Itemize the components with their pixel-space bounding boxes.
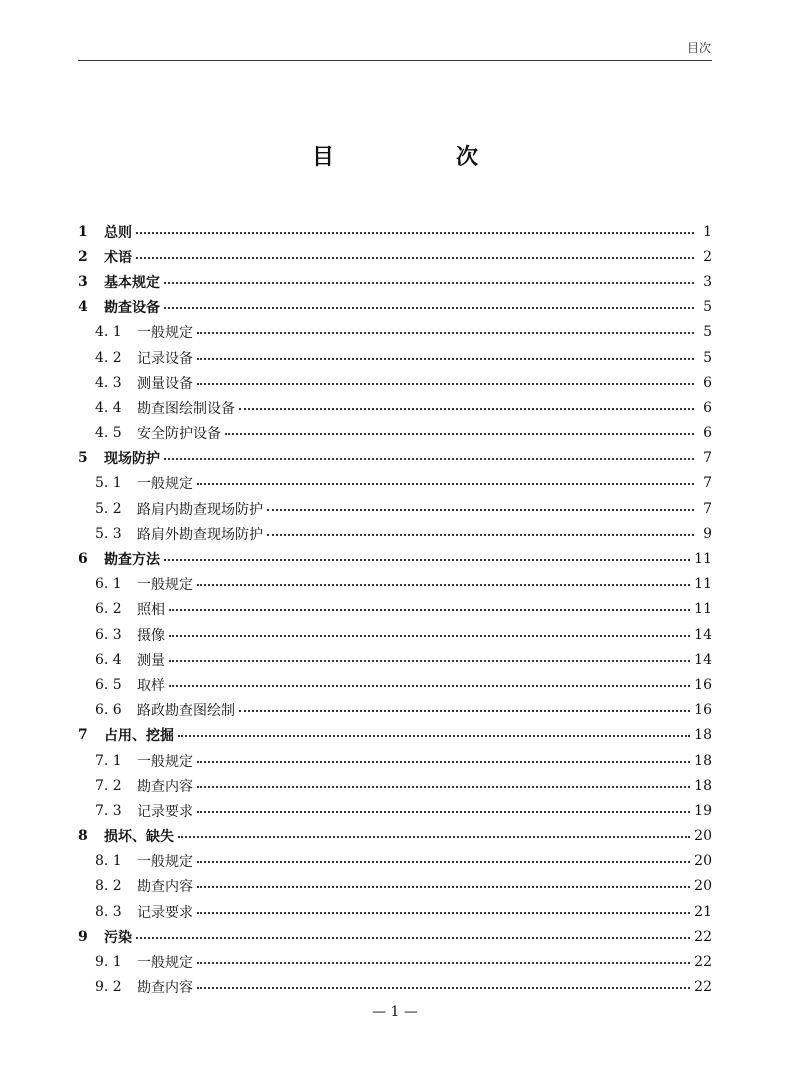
toc-entry-number: 7. 2 xyxy=(95,777,122,794)
toc-chapter-entry[interactable] xyxy=(78,244,712,269)
toc-section-entry[interactable] xyxy=(78,622,712,647)
toc-dot-leader xyxy=(169,635,690,637)
toc-chapter-entry[interactable] xyxy=(78,446,712,471)
toc-entry-title: 损坏、缺失 xyxy=(104,829,174,846)
toc-entry-number: 4. 3 xyxy=(95,374,122,391)
toc-dot-leader xyxy=(267,534,694,536)
toc-section-entry[interactable] xyxy=(78,798,712,823)
toc-entry-number: 3 xyxy=(78,273,88,290)
toc-dot-leader xyxy=(164,282,694,284)
toc-section-entry[interactable] xyxy=(78,320,712,345)
toc-entry-page: 1 xyxy=(703,223,712,240)
toc-section-entry[interactable] xyxy=(78,975,712,1000)
toc-chapter-entry[interactable] xyxy=(78,219,712,244)
toc-entry-page: 6 xyxy=(703,399,712,416)
toc-dot-leader xyxy=(169,660,690,662)
toc-entry-number: 4. 5 xyxy=(95,425,122,442)
toc-entry-number: 9. 1 xyxy=(95,954,122,971)
toc-entry-title: 一般规定 xyxy=(137,955,193,972)
toc-entry-title: 记录设备 xyxy=(137,350,193,367)
toc-dot-leader xyxy=(136,232,694,234)
toc-dot-leader xyxy=(136,937,690,939)
toc-entry-page: 11 xyxy=(694,601,712,618)
toc-entry-page: 14 xyxy=(694,626,712,643)
toc-dot-leader xyxy=(197,811,690,813)
toc-entry-number: 2 xyxy=(78,248,88,265)
toc-dot-leader xyxy=(169,685,690,687)
toc-dot-leader xyxy=(136,257,694,259)
toc-entry-page: 11 xyxy=(694,576,712,593)
toc-section-entry[interactable] xyxy=(78,395,712,420)
toc-entry-title: 一般规定 xyxy=(137,753,193,770)
toc-entry-page: 20 xyxy=(694,878,712,895)
toc-entry-title: 勘查内容 xyxy=(137,879,193,896)
toc-entry-title: 路肩内勘查现场防护 xyxy=(137,501,263,518)
toc-entry-page: 7 xyxy=(703,475,712,492)
toc-dot-leader xyxy=(197,584,690,586)
toc-entry-title: 取样 xyxy=(137,677,165,694)
toc-section-entry[interactable] xyxy=(78,421,712,446)
toc-chapter-entry[interactable] xyxy=(78,269,712,294)
toc-entry-title: 路肩外勘查现场防护 xyxy=(137,526,263,543)
toc-entry-title: 照相 xyxy=(137,602,165,619)
toc-dot-leader xyxy=(225,433,694,435)
running-header: 目次 xyxy=(686,41,711,55)
toc-entry-page: 21 xyxy=(694,903,712,920)
toc-entry-page: 7 xyxy=(703,450,712,467)
toc-entry-page: 6 xyxy=(703,425,712,442)
toc-entry-page: 2 xyxy=(703,248,712,265)
toc-chapter-entry[interactable] xyxy=(78,546,712,571)
toc-section-entry[interactable] xyxy=(78,496,712,521)
toc-entry-number: 6 xyxy=(78,551,88,568)
toc-chapter-entry[interactable] xyxy=(78,723,712,748)
toc-dot-leader xyxy=(164,559,690,561)
toc-entry-page: 19 xyxy=(694,802,712,819)
toc-entry-number: 5 xyxy=(78,450,88,467)
toc-entry-page: 6 xyxy=(703,374,712,391)
toc-chapter-entry[interactable] xyxy=(78,924,712,949)
toc-dot-leader xyxy=(197,332,694,334)
toc-entry-title: 勘查内容 xyxy=(137,980,193,997)
toc-entry-title: 勘查内容 xyxy=(137,778,193,795)
toc-entry-title: 术语 xyxy=(104,249,132,266)
toc-entry-title: 勘查方法 xyxy=(104,552,160,569)
toc-section-entry[interactable] xyxy=(78,521,712,546)
toc-entry-number: 4 xyxy=(78,299,88,316)
toc-dot-leader xyxy=(267,509,694,511)
toc-entry-number: 6. 5 xyxy=(95,676,122,693)
toc-chapter-entry[interactable] xyxy=(78,295,712,320)
toc-entry-title: 一般规定 xyxy=(137,854,193,871)
toc-entry-number: 7 xyxy=(78,727,88,744)
toc-entry-page: 22 xyxy=(694,979,712,996)
toc-entry-title: 勘查设备 xyxy=(104,300,160,317)
toc-entry-number: 6. 4 xyxy=(95,651,122,668)
toc-entry-title: 摄像 xyxy=(137,627,165,644)
toc-entry-number: 8 xyxy=(78,828,88,845)
toc-entry-page: 5 xyxy=(703,324,712,341)
toc-section-entry[interactable] xyxy=(78,647,712,672)
toc-entry-number: 4. 4 xyxy=(95,399,122,416)
toc-section-entry[interactable] xyxy=(78,949,712,974)
toc-section-entry[interactable] xyxy=(78,345,712,370)
toc-entry-page: 18 xyxy=(694,727,712,744)
toc-entry-number: 5. 1 xyxy=(95,475,122,492)
toc-entry-title: 记录要求 xyxy=(137,803,193,820)
toc-dot-leader xyxy=(197,383,694,385)
toc-entry-title: 一般规定 xyxy=(137,577,193,594)
toc-entry-number: 7. 3 xyxy=(95,802,122,819)
toc-dot-leader xyxy=(197,962,690,964)
toc-entry-title: 污染 xyxy=(104,929,132,946)
toc-entry-number: 5. 2 xyxy=(95,500,122,517)
toc-entry-page: 9 xyxy=(703,525,712,542)
toc-dot-leader xyxy=(197,861,690,863)
toc-dot-leader xyxy=(178,735,690,737)
toc-entry-page: 5 xyxy=(703,299,712,316)
toc-entry-title: 安全防护设备 xyxy=(137,426,221,443)
toc-dot-leader xyxy=(197,358,694,360)
page-title: 目 次 xyxy=(311,144,528,170)
toc-entry-title: 一般规定 xyxy=(137,476,193,493)
toc-entry-title: 路政勘查图绘制 xyxy=(137,703,235,720)
toc-entry-number: 4. 2 xyxy=(95,349,122,366)
toc-dot-leader xyxy=(197,886,690,888)
toc-section-entry[interactable] xyxy=(78,370,712,395)
toc-dot-leader xyxy=(169,609,690,611)
toc-section-entry[interactable] xyxy=(78,698,712,723)
toc-entry-title: 基本规定 xyxy=(104,274,160,291)
toc-dot-leader xyxy=(197,483,694,485)
toc-entry-title: 勘查图绘制设备 xyxy=(137,400,235,417)
toc-entry-number: 1 xyxy=(78,223,88,240)
toc-section-entry[interactable] xyxy=(78,572,712,597)
toc-entry-number: 8. 1 xyxy=(95,853,122,870)
toc-entry-number: 9 xyxy=(78,928,88,945)
toc-entry-number: 8. 3 xyxy=(95,903,122,920)
toc-entry-page: 16 xyxy=(694,676,712,693)
toc-dot-leader xyxy=(197,786,690,788)
table-of-contents xyxy=(78,219,712,1000)
toc-entry-number: 6. 2 xyxy=(95,601,122,618)
toc-entry-title: 一般规定 xyxy=(137,325,193,342)
toc-entry-page: 18 xyxy=(694,752,712,769)
toc-entry-number: 6. 3 xyxy=(95,626,122,643)
toc-dot-leader xyxy=(164,307,694,309)
toc-entry-title: 记录要求 xyxy=(137,904,193,921)
toc-entry-title: 现场防护 xyxy=(104,451,160,468)
toc-dot-leader xyxy=(197,912,690,914)
toc-dot-leader xyxy=(164,458,694,460)
toc-entry-page: 7 xyxy=(703,500,712,517)
toc-dot-leader xyxy=(239,408,694,410)
toc-entry-page: 11 xyxy=(694,551,712,568)
toc-entry-number: 8. 2 xyxy=(95,878,122,895)
toc-entry-page: 22 xyxy=(694,954,712,971)
toc-section-entry[interactable] xyxy=(78,773,712,798)
toc-entry-number: 9. 2 xyxy=(95,979,122,996)
toc-section-entry[interactable] xyxy=(78,748,712,773)
toc-entry-page: 3 xyxy=(703,273,712,290)
toc-entry-title: 占用、挖掘 xyxy=(104,728,174,745)
toc-entry-page: 20 xyxy=(694,853,712,870)
toc-entry-number: 5. 3 xyxy=(95,525,122,542)
toc-entry-title: 测量设备 xyxy=(137,375,193,392)
toc-chapter-entry[interactable] xyxy=(78,824,712,849)
toc-entry-page: 16 xyxy=(694,702,712,719)
toc-dot-leader xyxy=(178,836,690,838)
toc-section-entry[interactable] xyxy=(78,471,712,496)
toc-entry-number: 7. 1 xyxy=(95,752,122,769)
toc-entry-number: 6. 1 xyxy=(95,576,122,593)
toc-entry-number: 4. 1 xyxy=(95,324,122,341)
toc-dot-leader xyxy=(197,987,690,989)
toc-entry-page: 20 xyxy=(694,828,712,845)
toc-entry-page: 22 xyxy=(694,928,712,945)
toc-section-entry[interactable] xyxy=(78,597,712,622)
toc-dot-leader xyxy=(197,761,690,763)
toc-section-entry[interactable] xyxy=(78,849,712,874)
toc-section-entry[interactable] xyxy=(78,874,712,899)
toc-section-entry[interactable] xyxy=(78,899,712,924)
header-divider xyxy=(78,60,712,61)
page-number: — 1 — xyxy=(372,1004,418,1020)
toc-section-entry[interactable] xyxy=(78,672,712,697)
toc-dot-leader xyxy=(239,710,690,712)
toc-entry-number: 6. 6 xyxy=(95,702,122,719)
toc-entry-page: 5 xyxy=(703,349,712,366)
toc-entry-page: 18 xyxy=(694,777,712,794)
toc-entry-title: 总则 xyxy=(104,224,132,241)
toc-entry-title: 测量 xyxy=(137,652,165,669)
toc-entry-page: 14 xyxy=(694,651,712,668)
